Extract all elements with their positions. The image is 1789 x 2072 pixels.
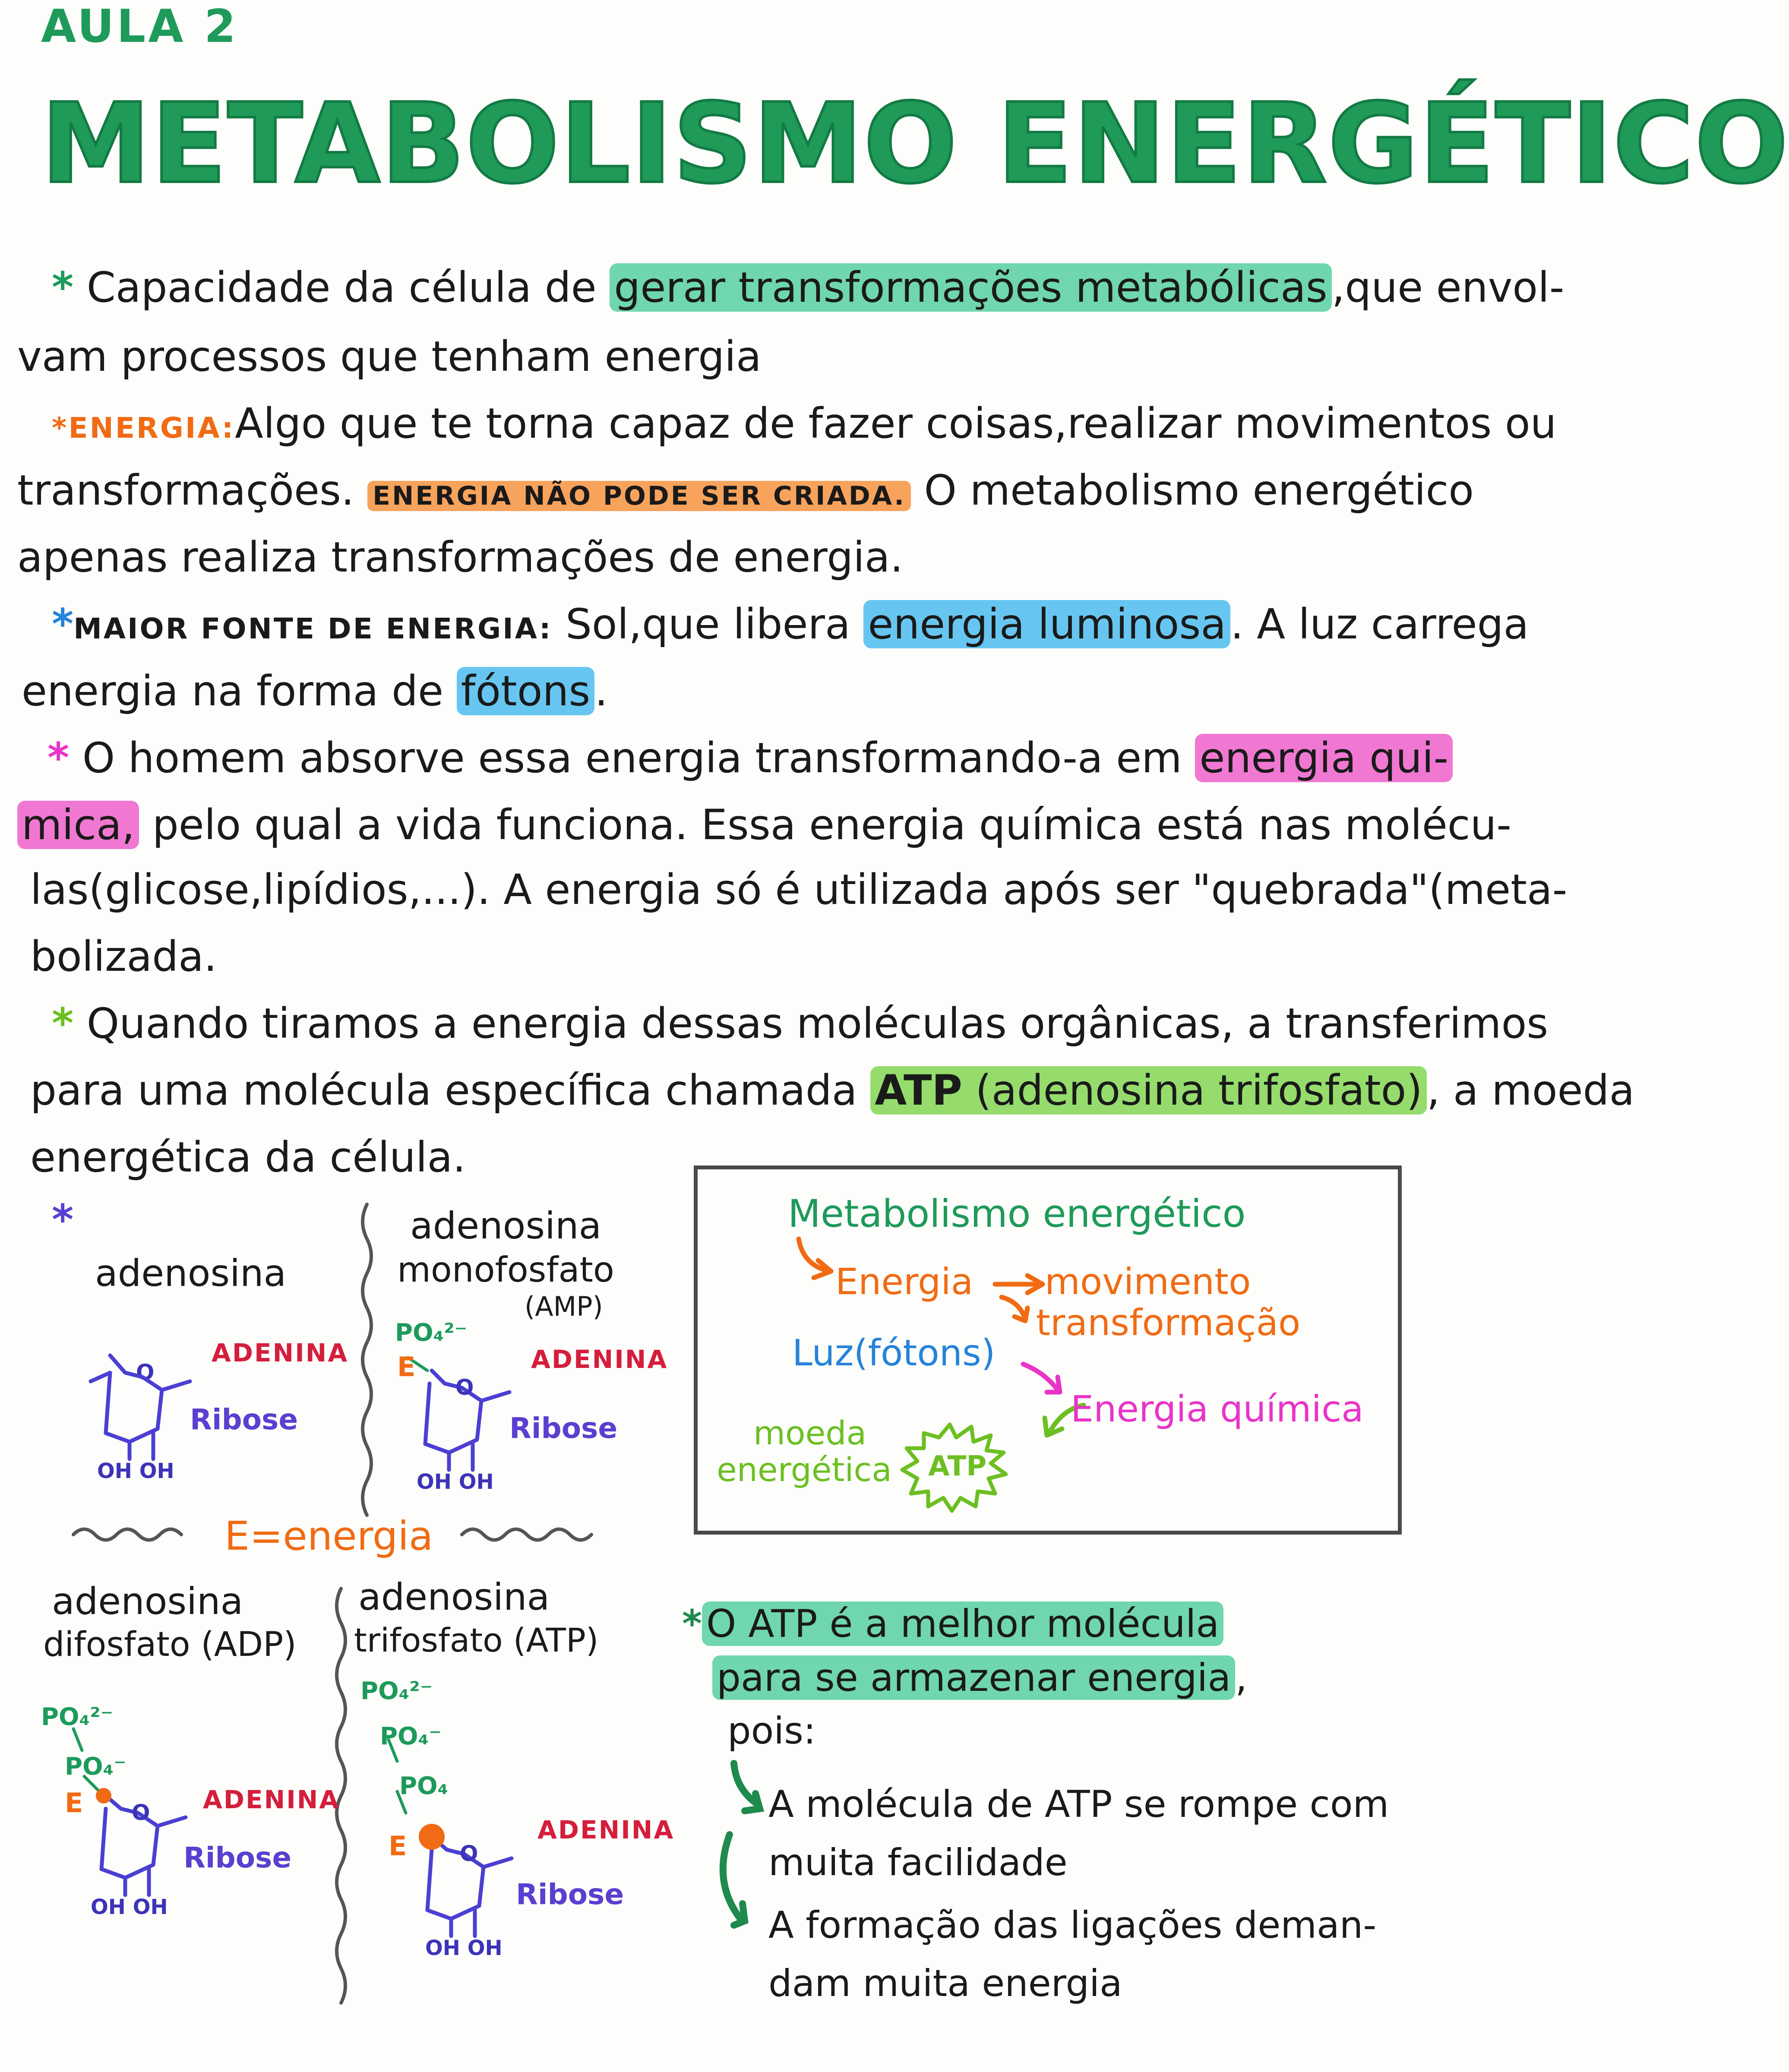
p5-text-a: para uma molécula específica chamada: [30, 1066, 871, 1115]
bullet-star: *: [52, 1196, 74, 1244]
p3-highlight: energia luminosa: [863, 600, 1230, 648]
map-atp: ATP: [928, 1450, 987, 1482]
map-title: Metabolismo energético: [788, 1191, 1246, 1236]
map-energia: Energia: [835, 1260, 974, 1303]
p4-highlight2: mica,: [17, 801, 139, 849]
p2-text-a: transformações.: [17, 466, 368, 515]
p6-line3: pois:: [727, 1709, 816, 1753]
atp-bold: ATP: [875, 1066, 962, 1115]
fonte-label: MAIOR FONTE DE ENERGIA:: [73, 612, 553, 645]
atp-energy-e: E: [389, 1830, 407, 1862]
amp-title-1: adenosina: [410, 1204, 602, 1248]
p2-highlight: ENERGIA NÃO PODE SER CRIADA.: [367, 481, 911, 511]
p3-text: Sol,que libera: [552, 600, 864, 648]
atp-title-2: trifosfato (ATP): [354, 1621, 599, 1659]
p6-bullet2-line1: A formação das ligações deman-: [768, 1904, 1377, 1947]
map-moeda-1: moeda: [753, 1414, 867, 1452]
p1-text-b: ,que envol-: [1331, 263, 1565, 312]
atp-phosphate-2: PO₄⁻: [380, 1722, 442, 1750]
bullet-star: *: [47, 734, 70, 782]
p6-line1: [682, 1601, 1223, 1646]
p5-line3: energética da célula.: [30, 1133, 466, 1181]
p4-highlight: energia qui-: [1195, 734, 1453, 782]
amp-energy-e: E: [397, 1351, 416, 1383]
adenina-label: ADENINA: [212, 1338, 349, 1368]
p5-text: Quando tiramos a energia dessas moléculas orgânicas, a transferimos: [86, 999, 1549, 1048]
p6-bullet2-line2: dam muita energia: [768, 1962, 1122, 2005]
page-title: METABOLISMO ENERGÉTICO: [41, 80, 1789, 208]
lesson-label: AULA 2: [41, 0, 239, 53]
bullet-star: *: [52, 999, 74, 1048]
ribose-label: Ribose: [190, 1403, 298, 1436]
bullet-star: *: [52, 600, 74, 648]
adp-ribose-label: Ribose: [183, 1841, 292, 1874]
p6-highlight2: para se armazenar energia: [712, 1655, 1235, 1700]
ribose-ring-1: [91, 1355, 190, 1459]
p6-bullet1-line2: muita facilidade: [768, 1841, 1068, 1884]
list-arrows: [723, 1763, 760, 1925]
p4-text-b: pelo qual a vida funciona. Essa energia química está nas molécu-: [139, 801, 1512, 849]
map-moeda-2: energética: [717, 1450, 892, 1489]
amp-adenina-label: ADENINA: [531, 1345, 668, 1374]
p3-highlight2: fótons: [457, 667, 595, 715]
energy-dot-adp: [96, 1788, 111, 1804]
atp-oxygen-label: O: [460, 1841, 478, 1866]
adenosina-title: adenosina: [95, 1252, 287, 1295]
bullet-star: *: [52, 263, 74, 312]
bullet-star: *: [682, 1601, 702, 1646]
amp-phosphate: PO₄²⁻: [395, 1319, 468, 1347]
adp-oxygen-label: O: [132, 1800, 150, 1825]
adp-phosphate-1: PO₄²⁻: [41, 1703, 114, 1731]
atp-ribose-label: Ribose: [516, 1878, 624, 1911]
atp-phosphate-1: PO₄²⁻: [360, 1677, 433, 1705]
p6-text-b: ,: [1235, 1655, 1248, 1700]
p6-highlight: O ATP é a melhor molécula: [702, 1601, 1223, 1646]
p3-text-c: . A luz carrega: [1230, 600, 1529, 648]
atp-phosphate-3: PO₄: [399, 1772, 449, 1800]
p6-line2: [712, 1655, 1247, 1700]
amp-title-2: monofosfato: [397, 1250, 614, 1290]
p1-text: Capacidade da célula de: [86, 263, 610, 312]
energia-label: *ENERGIA:: [52, 411, 235, 445]
p4-line3: las(glicose,lipídios,...). A energia só é utilizada após ser "quebrada"(meta-: [30, 865, 1568, 914]
amp-ribose-label: Ribose: [509, 1412, 618, 1445]
map-transformacao: transformação: [1036, 1301, 1301, 1344]
atp-expansion: (adenosina trifosfato): [962, 1066, 1422, 1115]
energy-legend: E=energia: [224, 1513, 433, 1559]
map-luz: Luz(fótons): [792, 1332, 996, 1374]
p3-text-b: .: [594, 667, 608, 715]
adp-adenina-label: ADENINA: [203, 1785, 340, 1814]
oh-label: OH OH: [97, 1459, 174, 1483]
adp-title-2: difosfato (ADP): [43, 1625, 297, 1664]
p6-bullet1-line1: A molécula de ATP se rompe com: [768, 1783, 1389, 1826]
p4-text: O homem absorve essa energia transformando-a em: [82, 734, 1195, 782]
atp-title-1: adenosina: [358, 1576, 550, 1619]
p1-line2: vam processos que tenham energia: [17, 332, 762, 381]
p2-line3: apenas realiza transformações de energia.: [17, 533, 904, 581]
atp-oh-label: OH OH: [425, 1936, 503, 1960]
p2-text-b: O metabolismo energético: [911, 466, 1474, 515]
p5-text-b: , a moeda: [1426, 1066, 1635, 1115]
adp-energy-e: E: [65, 1787, 83, 1819]
adp-title-1: adenosina: [52, 1580, 243, 1623]
map-quimica: Energia química: [1071, 1388, 1364, 1430]
map-movimento: movimento: [1045, 1260, 1251, 1303]
p3-text-a: energia na forma de: [22, 667, 457, 715]
adp-oh-label: OH OH: [91, 1895, 168, 1919]
p4-line4: bolizada.: [30, 932, 217, 981]
amp-oh-label: OH OH: [417, 1470, 494, 1494]
atp-adenina-label: ADENINA: [537, 1815, 675, 1845]
oxygen-label: O: [136, 1360, 155, 1385]
p2-text: Algo que te torna capaz de fazer coisas,realizar movimentos ou: [235, 399, 1557, 448]
amp-title-3: (AMP): [525, 1291, 603, 1322]
p1-highlight: gerar transformações metabólicas: [610, 263, 1332, 312]
energy-dot-atp: [419, 1824, 445, 1850]
amp-oxygen-label: O: [455, 1375, 474, 1400]
adp-phosphate-2: PO₄⁻: [65, 1753, 126, 1781]
